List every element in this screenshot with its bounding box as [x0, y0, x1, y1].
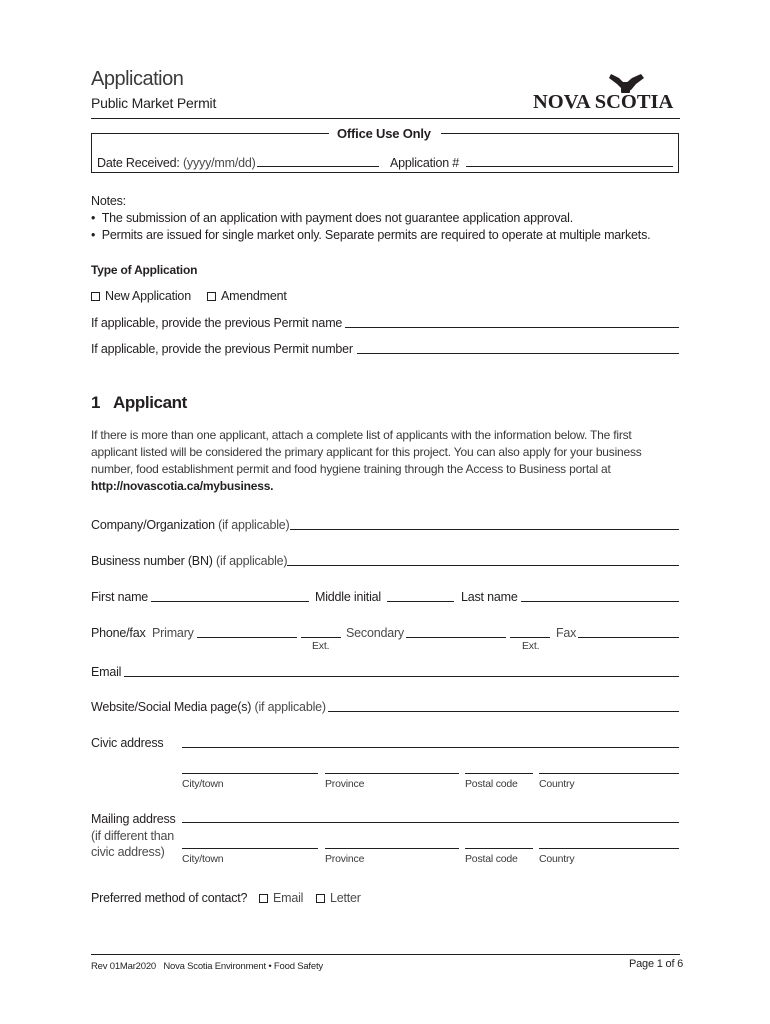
civic-province-caption: Province [325, 778, 365, 790]
mailing-province-caption: Province [325, 853, 365, 865]
civic-postal-field[interactable] [465, 773, 533, 774]
email-label: Email [91, 665, 122, 679]
first-name-label: First name [91, 590, 149, 604]
phone-fax-label: Phone/fax Primary [91, 626, 194, 640]
page-title: Application [91, 68, 184, 90]
access-to-business-link[interactable]: http://novascotia.ca/mybusiness. [91, 479, 274, 493]
contact-letter-checkbox[interactable]: Letter [316, 891, 361, 905]
prev-permit-number-label: If applicable, provide the previous Permit number [91, 342, 353, 356]
section-1-heading: 1 Applicant [91, 393, 187, 412]
prev-permit-name-field[interactable] [345, 327, 679, 328]
business-number-label: Business number (BN) (if applicable) [91, 554, 288, 568]
business-number-field[interactable] [287, 565, 679, 566]
notes-heading: Notes: [91, 194, 126, 208]
primary-ext-caption: Ext. [312, 640, 330, 652]
logo-wordmark: NOVA SCOTIA [533, 91, 674, 112]
nova-scotia-logo [533, 70, 683, 112]
checkbox-icon [259, 894, 268, 903]
mailing-country-field[interactable] [539, 848, 679, 849]
footer-left: Rev 01Mar2020 Nova Scotia Environment • Food Safety [91, 961, 323, 972]
new-application-checkbox[interactable]: New Application [91, 289, 191, 303]
middle-initial-field[interactable] [387, 601, 454, 602]
website-label: Website/Social Media page(s) (if applicable) [91, 700, 326, 714]
mailing-country-caption: Country [539, 853, 575, 865]
company-field[interactable] [290, 529, 679, 530]
mailing-hint-1: (if different than [91, 829, 175, 843]
footer-rule [91, 954, 680, 955]
civic-city-field[interactable] [182, 773, 318, 774]
mailing-address-label: Mailing address [91, 812, 176, 826]
mailing-postal-field[interactable] [465, 848, 533, 849]
civic-address-label: Civic address [91, 736, 164, 750]
mailing-postal-caption: Postal code [465, 853, 518, 865]
preferred-contact-label: Preferred method of contact? [91, 891, 248, 905]
secondary-label: Secondary [346, 626, 404, 640]
mailing-city-field[interactable] [182, 848, 318, 849]
type-of-application-heading: Type of Application [91, 263, 198, 277]
civic-postal-caption: Postal code [465, 778, 518, 790]
checkbox-icon [207, 292, 216, 301]
secondary-phone-field[interactable] [406, 637, 506, 638]
note-item-2: • Permits are issued for single market only. Separate permits are required to operate at multiple markets. [91, 228, 651, 242]
date-received-field[interactable] [257, 166, 379, 167]
first-name-field[interactable] [151, 601, 309, 602]
civic-province-field[interactable] [325, 773, 459, 774]
company-label: Company/Organization (if applicable) [91, 518, 290, 532]
secondary-ext-caption: Ext. [522, 640, 540, 652]
date-received-label: Date Received: (yyyy/mm/dd) [97, 156, 256, 170]
mailing-hint-2: civic address) [91, 845, 165, 859]
contact-email-checkbox[interactable]: Email [259, 891, 303, 905]
civic-country-field[interactable] [539, 773, 679, 774]
fax-field[interactable] [578, 637, 679, 638]
primary-phone-field[interactable] [197, 637, 297, 638]
civic-street-field[interactable] [182, 747, 679, 748]
header-rule [91, 118, 680, 119]
section-1-intro: If there is more than one applicant, attach a complete list of applicants with the information below. The first applicant listed will be considered the primary applicant for this project. You can also apply for your business number, food establishment permit and food hygiene training through the Access to Business portal at http://novascotia.ca/mybusiness. [91, 428, 642, 493]
mailing-city-caption: City/town [182, 853, 224, 865]
civic-country-caption: Country [539, 778, 575, 790]
office-use-title: Office Use Only [337, 126, 431, 141]
civic-city-caption: City/town [182, 778, 224, 790]
page-number: Page 1 of 6 [629, 958, 684, 970]
mailing-province-field[interactable] [325, 848, 459, 849]
note-item-1: • The submission of an application with payment does not guarantee application approval. [91, 211, 574, 225]
application-number-field[interactable] [466, 166, 673, 167]
checkbox-icon [316, 894, 325, 903]
middle-initial-label: Middle initial [315, 590, 381, 604]
application-number-label: Application # [390, 156, 459, 170]
fax-label: Fax [556, 626, 577, 640]
website-field[interactable] [328, 711, 679, 712]
primary-ext-field[interactable] [301, 637, 341, 638]
amendment-checkbox[interactable]: Amendment [207, 289, 287, 303]
office-box-top-right [441, 133, 679, 134]
prev-permit-number-field[interactable] [357, 353, 679, 354]
last-name-label: Last name [461, 590, 518, 604]
last-name-field[interactable] [521, 601, 679, 602]
email-field[interactable] [124, 676, 679, 677]
office-box-top-left [91, 133, 329, 134]
mailing-street-field[interactable] [182, 822, 679, 823]
prev-permit-name-label: If applicable, provide the previous Permit name [91, 316, 343, 330]
secondary-ext-field[interactable] [510, 637, 550, 638]
page-subtitle: Public Market Permit [91, 95, 217, 111]
checkbox-icon [91, 292, 100, 301]
